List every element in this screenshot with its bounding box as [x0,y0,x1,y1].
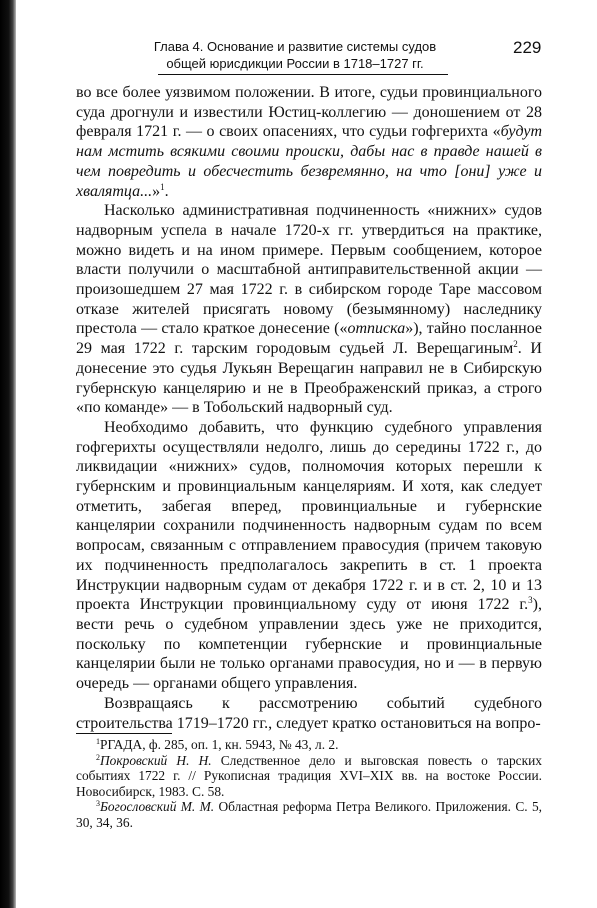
footnote-author: Богословский М. М. [100,799,215,815]
footnote-2 [76,753,542,800]
paragraph-1 [76,83,542,201]
paragraph-1-text-a: во все более уязвимом положении. В итоге, судьи провинциального суда дрогнули и известили Юстиц-коллегию — доношением от 28 февраля 1721 г. — о своих опасениях, что судьи гофгерихта « [76,84,542,141]
paragraph-3-text-a: Необходимо добавить, что функцию судебного управления гофгерихты осуществляли недолго, лишь до середины 1722 г., до ликвидации «нижних» судов, полномочия которых перешли к губернским и провинциальным канцеляриям. И хотя, как следует отметить, забегая вперед, провинциальные и губернские канцелярии сохранили подчиненность надворным судам по всем вопросам, связанным с отправлением правосудия (причем таковую их подчиненность предполагалось закрепить в ст. 1 проекта Инструкции надворным судам от декабря 1722 г. и в ст. 2, 10 и 13 проекта Инструкции провинциальному суду от июня 1722 г. [76,418,542,614]
footnote-number: 2 [96,752,100,762]
running-header [130,38,460,72]
paragraph-1-text-b: » [152,182,161,200]
book-spine-shadow [0,0,16,908]
paragraph-3 [76,418,542,694]
footnotes [76,737,542,831]
paragraph-2-quote: отписка [347,320,406,338]
footnote-3 [76,799,542,830]
footnote-text: РГАДА, ф. 285, оп. 1, кн. 5943, № 43, л. 2. [100,737,339,752]
footnote-rule [76,733,172,734]
footnote-number: 3 [96,799,100,809]
footnote-number: 1 [96,737,100,746]
footnote-ref-3[interactable]: 3 [528,595,533,606]
footnote-ref-2[interactable]: 2 [513,339,518,350]
paragraph-2-text-a: Насколько административная подчиненность «нижних» судов надворным успела в начале 1720-х гг. утвердиться на практике, можно видеть и на ином примере. Первым сообщением, которое власти получили о масштабной антиправительственной акции — произошедшем 27 мая 1722 г. в сибирском городе Таре массовом отказе жителей присягать новому (безымянному) наследнику престола — стало краткое донесение (« [76,202,542,338]
running-header-line-2: общей юрисдикции России в 1718–1727 гг. [166,56,424,71]
paragraph-1-quote: будут нам мстить всякими своими происки, дабы нас в правде нашей в чем повредить и обесчестить безвремянно, на что [они] уже и хвалятца... [76,123,542,200]
running-header-line-1: Глава 4. Основание и развитие системы судов [153,39,437,54]
footnote-text: Следственное дело и выговская повесть о тарских событиях 1722 г. // Рукописная традиция XVI–XIX вв. на востоке России. Новосибирск, 1983. С. 58. [76,752,542,799]
paragraph-3-text-b: ), вести речь о судебном управлении здесь уже не приходится, поскольку по компетенции губернские и провинциальные канцелярии были не только органами правосудия, но и — в первую очередь — органами общего управления. [76,596,542,693]
paragraph-2-text-b: »), тайно посланное 29 мая 1722 г. тарским городовым судьей Л. Верещагиным [76,320,543,358]
paragraph-2-text-c: . И донесение это судья Лукьян Верещагин направил не в Сибирскую губернскую канцелярию и не в Преображенский приказ, а строго «по команде» — в Тобольский надворный суд. [76,340,542,417]
paragraph-4: Возвращаясь к рассмотрению событий судебного строительства 1719–1720 гг., следует кратко остановиться на вопро- [76,694,542,732]
header-rule [158,74,448,75]
footnote-1 [76,737,542,753]
paragraph-1-text-c: . [164,182,169,200]
paragraph-2 [76,201,542,418]
footnote-text: Областная реформа Петра Великого. Приложения. С. 5, 30, 34, 36. [76,799,543,830]
main-text [76,83,542,733]
page-number: 229 [513,38,542,57]
footnote-ref-1[interactable]: 1 [160,181,165,192]
footnote-author: Покровский Н. Н. [100,752,212,768]
